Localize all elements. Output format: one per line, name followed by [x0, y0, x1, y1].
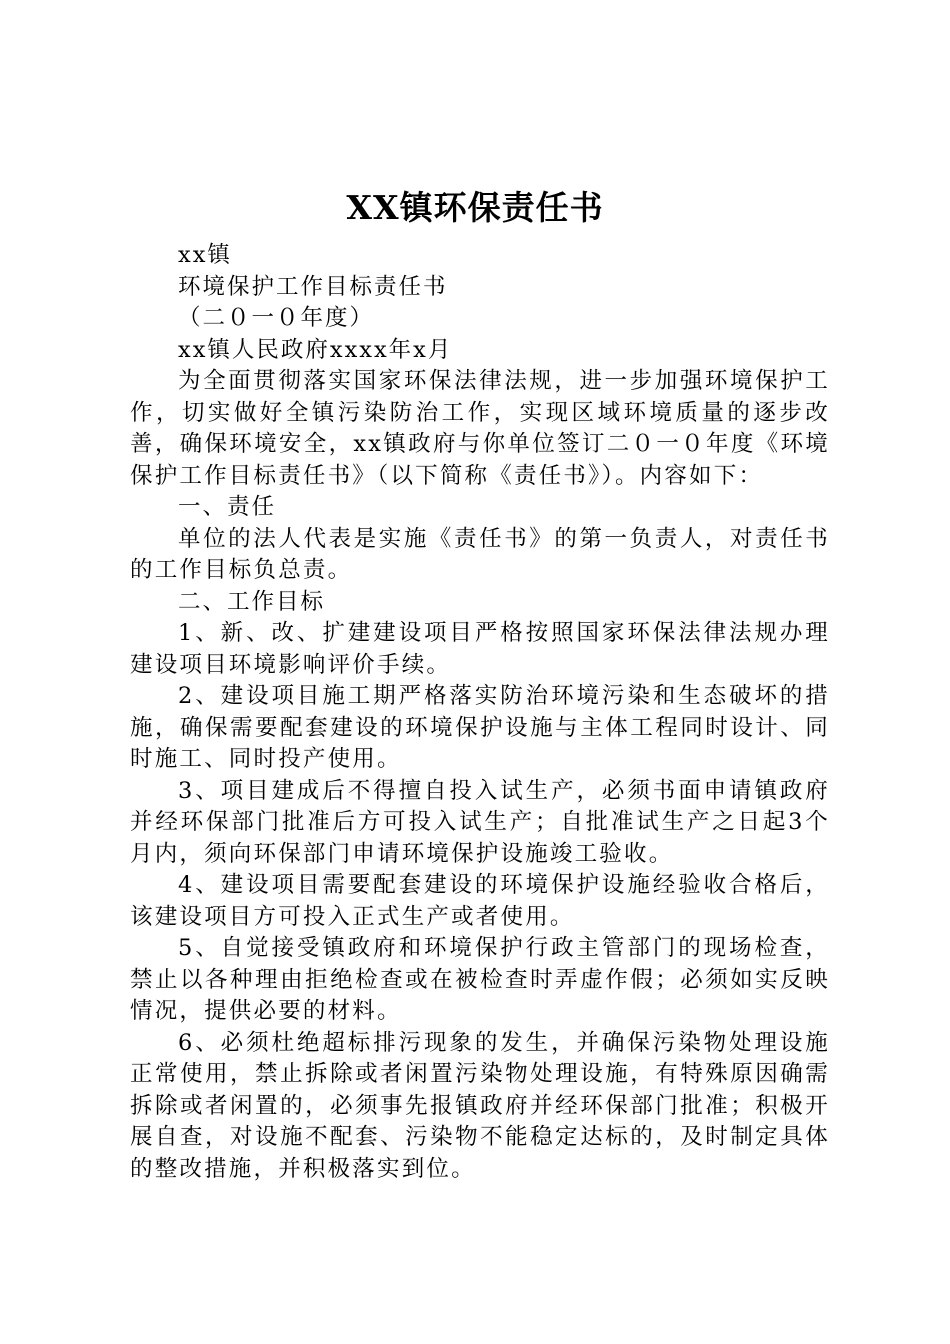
section-heading-goals: 二、工作目标	[178, 588, 326, 615]
goal-item-3: 3、项目建成后不得擅自投入试生产，必须书面申请镇政府并经环保部门批准后方可投入试生产；自批准试生产之日起3个月内，须向环保部门申请环境保护设施竣工验收。	[130, 777, 830, 867]
goal-item-4: 4、建设项目需要配套建设的环境保护设施经验收合格后，该建设项目方可投入正式生产或者使用。	[130, 872, 830, 930]
header-line-town: xx镇	[178, 242, 232, 268]
intro-paragraph: 为全面贯彻落实国家环保法律法规，进一步加强环境保护工作，切实做好全镇污染防治工作，实现区域环境质量的逐步改善，确保环境安全，xx镇政府与你单位签订二０一０年度《环境保护工作目标责任书》（以下简称《责任书》）。内容如下：	[130, 368, 830, 489]
goal-item-1: 1、新、改、扩建建设项目严格按照国家环保法律法规办理建设项目环境影响评价手续。	[130, 620, 830, 678]
section-heading-responsibility: 一、责任	[178, 494, 277, 520]
goal-item-5: 5、自觉接受镇政府和环境保护行政主管部门的现场检查，禁止以各种理由拒绝检查或在被检查时弄虚作假；必须如实反映情况，提供必要的材料。	[130, 935, 830, 1024]
header-line-issuer-date: xx镇人民政府xxxx年x月	[178, 336, 453, 363]
document-title: XX镇环保责任书	[346, 188, 604, 227]
goal-item-6: 6、必须杜绝超标排污现象的发生，并确保污染物处理设施正常使用，禁止拆除或者闲置污染物处理设施，有特殊原因确需拆除或者闲置的，必须事先报镇政府并经环保部门批准；积极开展自查，对设施不配套、污染物不能稳定达标的，及时制定具体的整改措施，并积极落实到位。	[130, 1029, 830, 1182]
document-body	[130, 240, 830, 1185]
responsibility-paragraph: 单位的法人代表是实施《责任书》的第一负责人，对责任书的工作目标负总责。	[130, 525, 830, 583]
goal-item-2: 2、建设项目施工期严格落实防治环境污染和生态破坏的措施，确保需要配套建设的环境保护设施与主体工程同时设计、同时施工、同时投产使用。	[130, 683, 830, 772]
header-line-doc-name: 环境保护工作目标责任书	[178, 273, 448, 300]
header-line-year: （二０一０年度）	[178, 305, 375, 331]
